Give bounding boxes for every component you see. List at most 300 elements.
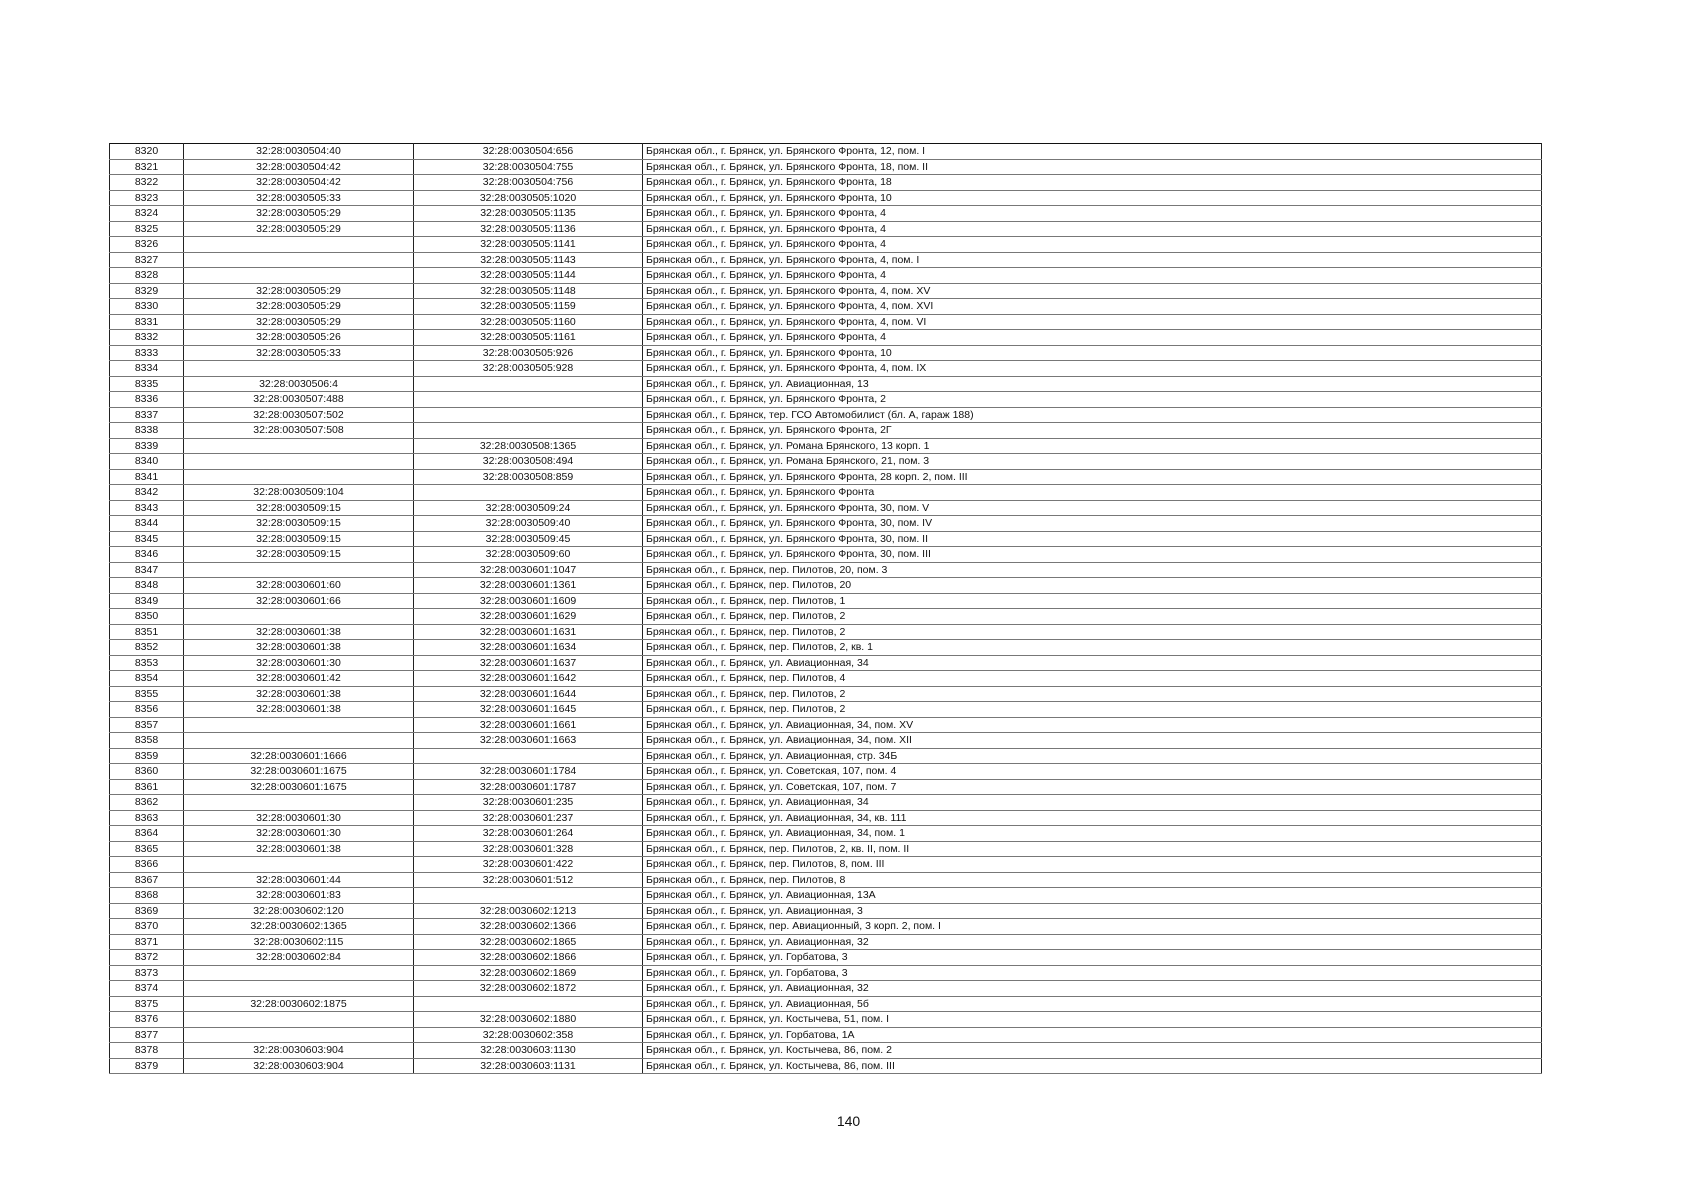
row-number-cell: 8378 xyxy=(110,1043,184,1059)
object-number-cell: 32:28:0030602:1366 xyxy=(414,919,643,935)
object-number-cell: 32:28:0030601:1637 xyxy=(414,655,643,671)
parcel-number-cell: 32:28:0030509:15 xyxy=(184,516,414,532)
parcel-number-cell: 32:28:0030603:904 xyxy=(184,1058,414,1074)
row-number-cell: 8363 xyxy=(110,810,184,826)
object-number-cell xyxy=(414,407,643,423)
address-cell: Брянская обл., г. Брянск, ул. Романа Брянского, 13 корп. 1 xyxy=(643,438,1542,454)
object-number-cell xyxy=(414,996,643,1012)
table-row xyxy=(110,345,1542,361)
row-number-cell: 8336 xyxy=(110,392,184,408)
row-number-cell: 8376 xyxy=(110,1012,184,1028)
row-number-cell: 8379 xyxy=(110,1058,184,1074)
parcel-number-cell: 32:28:0030601:38 xyxy=(184,624,414,640)
row-number-cell: 8362 xyxy=(110,795,184,811)
object-number-cell: 32:28:0030601:1631 xyxy=(414,624,643,640)
row-number-cell: 8356 xyxy=(110,702,184,718)
row-number-cell: 8364 xyxy=(110,826,184,842)
table-row xyxy=(110,438,1542,454)
address-cell: Брянская обл., г. Брянск, ул. Горбатова, 1А xyxy=(643,1027,1542,1043)
table-row xyxy=(110,671,1542,687)
object-number-cell: 32:28:0030505:1135 xyxy=(414,206,643,222)
table-row xyxy=(110,423,1542,439)
table-row xyxy=(110,872,1542,888)
object-number-cell: 32:28:0030505:1161 xyxy=(414,330,643,346)
row-number-cell: 8373 xyxy=(110,965,184,981)
table-row xyxy=(110,578,1542,594)
table-row xyxy=(110,919,1542,935)
address-cell: Брянская обл., г. Брянск, пер. Пилотов, 8, пом. III xyxy=(643,857,1542,873)
object-number-cell: 32:28:0030601:512 xyxy=(414,872,643,888)
table-row xyxy=(110,888,1542,904)
parcel-number-cell xyxy=(184,733,414,749)
row-number-cell: 8369 xyxy=(110,903,184,919)
address-cell: Брянская обл., г. Брянск, ул. Горбатова, 3 xyxy=(643,950,1542,966)
address-cell: Брянская обл., г. Брянск, ул. Авиационная, 13 xyxy=(643,376,1542,392)
table-row xyxy=(110,764,1542,780)
object-number-cell: 32:28:0030505:1159 xyxy=(414,299,643,315)
object-number-cell: 32:28:0030602:1872 xyxy=(414,981,643,997)
address-cell: Брянская обл., г. Брянск, ул. Брянского Фронта, 18, пом. II xyxy=(643,159,1542,175)
row-number-cell: 8348 xyxy=(110,578,184,594)
object-number-cell: 32:28:0030601:1609 xyxy=(414,593,643,609)
table-row xyxy=(110,857,1542,873)
parcel-number-cell: 32:28:0030601:38 xyxy=(184,702,414,718)
parcel-number-cell xyxy=(184,469,414,485)
object-number-cell: 32:28:0030601:235 xyxy=(414,795,643,811)
row-number-cell: 8371 xyxy=(110,934,184,950)
object-number-cell: 32:28:0030504:656 xyxy=(414,144,643,160)
object-number-cell xyxy=(414,888,643,904)
table-row xyxy=(110,950,1542,966)
object-number-cell: 32:28:0030505:1148 xyxy=(414,283,643,299)
address-cell: Брянская обл., г. Брянск, ул. Брянского Фронта, 2 xyxy=(643,392,1542,408)
parcel-number-cell: 32:28:0030507:502 xyxy=(184,407,414,423)
table-row xyxy=(110,252,1542,268)
table-row xyxy=(110,934,1542,950)
table-row xyxy=(110,795,1542,811)
parcel-number-cell: 32:28:0030601:1666 xyxy=(184,748,414,764)
parcel-number-cell: 32:28:0030601:30 xyxy=(184,826,414,842)
address-cell: Брянская обл., г. Брянск, ул. Брянского Фронта, 10 xyxy=(643,190,1542,206)
row-number-cell: 8323 xyxy=(110,190,184,206)
object-number-cell: 32:28:0030602:1866 xyxy=(414,950,643,966)
parcel-number-cell: 32:28:0030509:15 xyxy=(184,547,414,563)
address-cell: Брянская обл., г. Брянск, ул. Костычева, 86, пом. 2 xyxy=(643,1043,1542,1059)
parcel-number-cell xyxy=(184,965,414,981)
address-cell: Брянская обл., г. Брянск, ул. Брянского Фронта, 18 xyxy=(643,175,1542,191)
parcel-number-cell: 32:28:0030601:38 xyxy=(184,841,414,857)
row-number-cell: 8346 xyxy=(110,547,184,563)
address-cell: Брянская обл., г. Брянск, ул. Авиационная, 13А xyxy=(643,888,1542,904)
object-number-cell: 32:28:0030505:1136 xyxy=(414,221,643,237)
row-number-cell: 8329 xyxy=(110,283,184,299)
row-number-cell: 8357 xyxy=(110,717,184,733)
table-row xyxy=(110,299,1542,315)
row-number-cell: 8340 xyxy=(110,454,184,470)
address-cell: Брянская обл., г. Брянск, ул. Брянского Фронта, 4, пом. I xyxy=(643,252,1542,268)
table-row xyxy=(110,531,1542,547)
address-cell: Брянская обл., г. Брянск, ул. Брянского Фронта, 30, пом. V xyxy=(643,500,1542,516)
table-row xyxy=(110,206,1542,222)
object-number-cell: 32:28:0030603:1130 xyxy=(414,1043,643,1059)
object-number-cell: 32:28:0030601:264 xyxy=(414,826,643,842)
parcel-number-cell: 32:28:0030601:66 xyxy=(184,593,414,609)
row-number-cell: 8322 xyxy=(110,175,184,191)
table-row xyxy=(110,1027,1542,1043)
object-number-cell: 32:28:0030505:1160 xyxy=(414,314,643,330)
address-cell: Брянская обл., г. Брянск, ул. Авиационная, стр. 34Б xyxy=(643,748,1542,764)
row-number-cell: 8344 xyxy=(110,516,184,532)
address-cell: Брянская обл., г. Брянск, ул. Авиационная, 34 xyxy=(643,795,1542,811)
parcel-number-cell: 32:28:0030601:30 xyxy=(184,655,414,671)
row-number-cell: 8349 xyxy=(110,593,184,609)
parcel-number-cell xyxy=(184,237,414,253)
address-cell: Брянская обл., г. Брянск, ул. Костычева, 86, пом. III xyxy=(643,1058,1542,1074)
table-row xyxy=(110,376,1542,392)
address-cell: Брянская обл., г. Брянск, ул. Брянского Фронта, 30, пом. III xyxy=(643,547,1542,563)
parcel-number-cell xyxy=(184,268,414,284)
object-number-cell: 32:28:0030509:40 xyxy=(414,516,643,532)
object-number-cell: 32:28:0030509:24 xyxy=(414,500,643,516)
table-row xyxy=(110,1012,1542,1028)
address-cell: Брянская обл., г. Брянск, ул. Брянского Фронта, 4, пом. IX xyxy=(643,361,1542,377)
object-number-cell: 32:28:0030601:1644 xyxy=(414,686,643,702)
table-row xyxy=(110,593,1542,609)
parcel-number-cell: 32:28:0030509:104 xyxy=(184,485,414,501)
parcel-number-cell: 32:28:0030509:15 xyxy=(184,531,414,547)
row-number-cell: 8345 xyxy=(110,531,184,547)
table-row xyxy=(110,562,1542,578)
object-number-cell: 32:28:0030603:1131 xyxy=(414,1058,643,1074)
table-row xyxy=(110,702,1542,718)
parcel-number-cell: 32:28:0030505:29 xyxy=(184,299,414,315)
object-number-cell: 32:28:0030509:45 xyxy=(414,531,643,547)
parcel-number-cell: 32:28:0030602:1875 xyxy=(184,996,414,1012)
parcel-number-cell: 32:28:0030602:84 xyxy=(184,950,414,966)
row-number-cell: 8353 xyxy=(110,655,184,671)
address-cell: Брянская обл., г. Брянск, ул. Брянского Фронта, 12, пом. I xyxy=(643,144,1542,160)
row-number-cell: 8327 xyxy=(110,252,184,268)
table-row xyxy=(110,733,1542,749)
parcel-number-cell xyxy=(184,1027,414,1043)
row-number-cell: 8368 xyxy=(110,888,184,904)
object-number-cell: 32:28:0030505:1144 xyxy=(414,268,643,284)
row-number-cell: 8341 xyxy=(110,469,184,485)
row-number-cell: 8358 xyxy=(110,733,184,749)
address-cell: Брянская обл., г. Брянск, ул. Брянского Фронта, 28 корп. 2, пом. III xyxy=(643,469,1542,485)
row-number-cell: 8360 xyxy=(110,764,184,780)
row-number-cell: 8365 xyxy=(110,841,184,857)
row-number-cell: 8347 xyxy=(110,562,184,578)
row-number-cell: 8339 xyxy=(110,438,184,454)
table-row xyxy=(110,314,1542,330)
address-cell: Брянская обл., г. Брянск, ул. Советская, 107, пом. 7 xyxy=(643,779,1542,795)
table-row xyxy=(110,330,1542,346)
object-number-cell: 32:28:0030508:1365 xyxy=(414,438,643,454)
address-cell: Брянская обл., г. Брянск, ул. Авиационная, 3 xyxy=(643,903,1542,919)
object-number-cell: 32:28:0030601:1784 xyxy=(414,764,643,780)
object-number-cell: 32:28:0030601:237 xyxy=(414,810,643,826)
table-row xyxy=(110,903,1542,919)
object-number-cell: 32:28:0030601:1661 xyxy=(414,717,643,733)
address-cell: Брянская обл., г. Брянск, ул. Брянского Фронта, 30, пом. IV xyxy=(643,516,1542,532)
address-cell: Брянская обл., г. Брянск, пер. Пилотов, 4 xyxy=(643,671,1542,687)
address-cell: Брянская обл., г. Брянск, пер. Пилотов, 8 xyxy=(643,872,1542,888)
address-cell: Брянская обл., г. Брянск, ул. Авиационная, 34, кв. 111 xyxy=(643,810,1542,826)
parcel-number-cell: 32:28:0030504:42 xyxy=(184,175,414,191)
row-number-cell: 8324 xyxy=(110,206,184,222)
row-number-cell: 8375 xyxy=(110,996,184,1012)
row-number-cell: 8326 xyxy=(110,237,184,253)
row-number-cell: 8352 xyxy=(110,640,184,656)
object-number-cell: 32:28:0030601:1645 xyxy=(414,702,643,718)
row-number-cell: 8374 xyxy=(110,981,184,997)
address-cell: Брянская обл., г. Брянск, пер. Пилотов, 20, пом. 3 xyxy=(643,562,1542,578)
parcel-number-cell: 32:28:0030602:115 xyxy=(184,934,414,950)
page-number: 140 xyxy=(836,1113,861,1129)
object-number-cell xyxy=(414,748,643,764)
address-cell: Брянская обл., г. Брянск, ул. Брянского Фронта, 30, пом. II xyxy=(643,531,1542,547)
row-number-cell: 8361 xyxy=(110,779,184,795)
row-number-cell: 8321 xyxy=(110,159,184,175)
object-number-cell: 32:28:0030504:756 xyxy=(414,175,643,191)
object-number-cell: 32:28:0030602:1869 xyxy=(414,965,643,981)
address-cell: Брянская обл., г. Брянск, ул. Авиационная, 34, пом. XV xyxy=(643,717,1542,733)
row-number-cell: 8350 xyxy=(110,609,184,625)
address-cell: Брянская обл., г. Брянск, ул. Авиационная, 5б xyxy=(643,996,1542,1012)
table-row xyxy=(110,268,1542,284)
object-number-cell: 32:28:0030601:422 xyxy=(414,857,643,873)
table-row xyxy=(110,144,1542,160)
parcel-number-cell: 32:28:0030601:83 xyxy=(184,888,414,904)
parcel-number-cell: 32:28:0030505:29 xyxy=(184,283,414,299)
table-row xyxy=(110,547,1542,563)
table-row xyxy=(110,516,1542,532)
row-number-cell: 8331 xyxy=(110,314,184,330)
table-row xyxy=(110,686,1542,702)
object-number-cell: 32:28:0030505:1143 xyxy=(414,252,643,268)
row-number-cell: 8343 xyxy=(110,500,184,516)
address-cell: Брянская обл., г. Брянск, ул. Брянского Фронта, 4, пом. VI xyxy=(643,314,1542,330)
row-number-cell: 8333 xyxy=(110,345,184,361)
parcel-number-cell: 32:28:0030603:904 xyxy=(184,1043,414,1059)
address-cell: Брянская обл., г. Брянск, пер. Пилотов, 2, кв. 1 xyxy=(643,640,1542,656)
object-number-cell: 32:28:0030602:1865 xyxy=(414,934,643,950)
table-row xyxy=(110,392,1542,408)
parcel-number-cell xyxy=(184,609,414,625)
parcel-number-cell xyxy=(184,857,414,873)
row-number-cell: 8335 xyxy=(110,376,184,392)
address-cell: Брянская обл., г. Брянск, ул. Брянского Фронта, 4 xyxy=(643,206,1542,222)
parcel-number-cell: 32:28:0030505:33 xyxy=(184,345,414,361)
table-row xyxy=(110,1058,1542,1074)
object-number-cell: 32:28:0030508:494 xyxy=(414,454,643,470)
row-number-cell: 8372 xyxy=(110,950,184,966)
object-number-cell xyxy=(414,485,643,501)
address-cell: Брянская обл., г. Брянск, ул. Авиационная, 32 xyxy=(643,934,1542,950)
parcel-number-cell: 32:28:0030602:120 xyxy=(184,903,414,919)
address-cell: Брянская обл., г. Брянск, ул. Брянского Фронта, 10 xyxy=(643,345,1542,361)
table-row xyxy=(110,655,1542,671)
address-cell: Брянская обл., г. Брянск, пер. Пилотов, 2 xyxy=(643,624,1542,640)
parcel-number-cell: 32:28:0030505:26 xyxy=(184,330,414,346)
parcel-number-cell: 32:28:0030505:29 xyxy=(184,221,414,237)
table-row xyxy=(110,485,1542,501)
table-row xyxy=(110,221,1542,237)
object-number-cell: 32:28:0030508:859 xyxy=(414,469,643,485)
object-number-cell: 32:28:0030601:1642 xyxy=(414,671,643,687)
object-number-cell: 32:28:0030601:1634 xyxy=(414,640,643,656)
parcel-number-cell: 32:28:0030509:15 xyxy=(184,500,414,516)
parcel-number-cell: 32:28:0030601:42 xyxy=(184,671,414,687)
address-cell: Брянская обл., г. Брянск, пер. Пилотов, 2 xyxy=(643,702,1542,718)
object-number-cell: 32:28:0030509:60 xyxy=(414,547,643,563)
cadastral-registry-table xyxy=(109,143,1542,1074)
parcel-number-cell xyxy=(184,981,414,997)
object-number-cell xyxy=(414,376,643,392)
table-row xyxy=(110,981,1542,997)
parcel-number-cell xyxy=(184,252,414,268)
row-number-cell: 8328 xyxy=(110,268,184,284)
table-row xyxy=(110,841,1542,857)
parcel-number-cell xyxy=(184,795,414,811)
parcel-number-cell: 32:28:0030504:42 xyxy=(184,159,414,175)
address-cell: Брянская обл., г. Брянск, пер. Пилотов, 20 xyxy=(643,578,1542,594)
object-number-cell: 32:28:0030601:1629 xyxy=(414,609,643,625)
object-number-cell: 32:28:0030602:358 xyxy=(414,1027,643,1043)
object-number-cell: 32:28:0030505:928 xyxy=(414,361,643,377)
row-number-cell: 8320 xyxy=(110,144,184,160)
row-number-cell: 8354 xyxy=(110,671,184,687)
parcel-number-cell xyxy=(184,454,414,470)
row-number-cell: 8359 xyxy=(110,748,184,764)
table-row xyxy=(110,624,1542,640)
address-cell: Брянская обл., г. Брянск, ул. Брянского Фронта, 4, пом. XV xyxy=(643,283,1542,299)
table-row xyxy=(110,996,1542,1012)
parcel-number-cell xyxy=(184,717,414,733)
address-cell: Брянская обл., г. Брянск, тер. ГСО Автомобилист (бл. А, гараж 188) xyxy=(643,407,1542,423)
parcel-number-cell: 32:28:0030506:4 xyxy=(184,376,414,392)
object-number-cell: 32:28:0030602:1880 xyxy=(414,1012,643,1028)
table-row xyxy=(110,237,1542,253)
address-cell: Брянская обл., г. Брянск, ул. Костычева, 51, пом. I xyxy=(643,1012,1542,1028)
parcel-number-cell: 32:28:0030507:488 xyxy=(184,392,414,408)
table-row xyxy=(110,175,1542,191)
table-row xyxy=(110,407,1542,423)
table-row xyxy=(110,190,1542,206)
address-cell: Брянская обл., г. Брянск, ул. Авиационная, 34, пом. 1 xyxy=(643,826,1542,842)
table-row xyxy=(110,1043,1542,1059)
address-cell: Брянская обл., г. Брянск, ул. Брянского Фронта, 4 xyxy=(643,237,1542,253)
row-number-cell: 8342 xyxy=(110,485,184,501)
object-number-cell: 32:28:0030601:1361 xyxy=(414,578,643,594)
table-row xyxy=(110,454,1542,470)
parcel-number-cell: 32:28:0030601:30 xyxy=(184,810,414,826)
parcel-number-cell: 32:28:0030507:508 xyxy=(184,423,414,439)
parcel-number-cell: 32:28:0030601:1675 xyxy=(184,764,414,780)
table-row xyxy=(110,469,1542,485)
table-row xyxy=(110,609,1542,625)
table-row xyxy=(110,361,1542,377)
parcel-number-cell: 32:28:0030601:1675 xyxy=(184,779,414,795)
address-cell: Брянская обл., г. Брянск, ул. Брянского Фронта, 4 xyxy=(643,268,1542,284)
address-cell: Брянская обл., г. Брянск, ул. Брянского Фронта, 4 xyxy=(643,330,1542,346)
table-row xyxy=(110,640,1542,656)
row-number-cell: 8366 xyxy=(110,857,184,873)
row-number-cell: 8370 xyxy=(110,919,184,935)
address-cell: Брянская обл., г. Брянск, ул. Брянского Фронта, 4 xyxy=(643,221,1542,237)
row-number-cell: 8355 xyxy=(110,686,184,702)
row-number-cell: 8332 xyxy=(110,330,184,346)
address-cell: Брянская обл., г. Брянск, ул. Авиационная, 32 xyxy=(643,981,1542,997)
address-cell: Брянская обл., г. Брянск, пер. Пилотов, 2, кв. II, пом. II xyxy=(643,841,1542,857)
address-cell: Брянская обл., г. Брянск, ул. Брянского Фронта, 4, пом. XVI xyxy=(643,299,1542,315)
parcel-number-cell xyxy=(184,438,414,454)
table-row xyxy=(110,159,1542,175)
object-number-cell: 32:28:0030601:1663 xyxy=(414,733,643,749)
object-number-cell xyxy=(414,423,643,439)
table-row xyxy=(110,283,1542,299)
table-row xyxy=(110,810,1542,826)
address-cell: Брянская обл., г. Брянск, ул. Брянского Фронта xyxy=(643,485,1542,501)
object-number-cell xyxy=(414,392,643,408)
address-cell: Брянская обл., г. Брянск, ул. Авиационная, 34, пом. XII xyxy=(643,733,1542,749)
parcel-number-cell xyxy=(184,361,414,377)
address-cell: Брянская обл., г. Брянск, пер. Пилотов, 1 xyxy=(643,593,1542,609)
address-cell: Брянская обл., г. Брянск, пер. Пилотов, 2 xyxy=(643,609,1542,625)
parcel-number-cell: 32:28:0030505:29 xyxy=(184,206,414,222)
row-number-cell: 8351 xyxy=(110,624,184,640)
registry-table-body xyxy=(110,144,1542,1074)
object-number-cell: 32:28:0030601:1787 xyxy=(414,779,643,795)
table-row xyxy=(110,826,1542,842)
parcel-number-cell: 32:28:0030602:1365 xyxy=(184,919,414,935)
table-row xyxy=(110,717,1542,733)
object-number-cell: 32:28:0030505:1020 xyxy=(414,190,643,206)
parcel-number-cell xyxy=(184,1012,414,1028)
address-cell: Брянская обл., г. Брянск, пер. Авиационный, 3 корп. 2, пом. I xyxy=(643,919,1542,935)
table-row xyxy=(110,500,1542,516)
row-number-cell: 8377 xyxy=(110,1027,184,1043)
object-number-cell: 32:28:0030504:755 xyxy=(414,159,643,175)
parcel-number-cell: 32:28:0030601:38 xyxy=(184,686,414,702)
parcel-number-cell: 32:28:0030601:44 xyxy=(184,872,414,888)
address-cell: Брянская обл., г. Брянск, ул. Горбатова, 3 xyxy=(643,965,1542,981)
parcel-number-cell: 32:28:0030505:29 xyxy=(184,314,414,330)
parcel-number-cell: 32:28:0030601:38 xyxy=(184,640,414,656)
parcel-number-cell: 32:28:0030505:33 xyxy=(184,190,414,206)
row-number-cell: 8338 xyxy=(110,423,184,439)
row-number-cell: 8337 xyxy=(110,407,184,423)
row-number-cell: 8334 xyxy=(110,361,184,377)
table-row xyxy=(110,779,1542,795)
object-number-cell: 32:28:0030505:1141 xyxy=(414,237,643,253)
row-number-cell: 8367 xyxy=(110,872,184,888)
table-row xyxy=(110,965,1542,981)
address-cell: Брянская обл., г. Брянск, ул. Романа Брянского, 21, пом. 3 xyxy=(643,454,1542,470)
object-number-cell: 32:28:0030601:1047 xyxy=(414,562,643,578)
address-cell: Брянская обл., г. Брянск, ул. Авиационная, 34 xyxy=(643,655,1542,671)
object-number-cell: 32:28:0030601:328 xyxy=(414,841,643,857)
parcel-number-cell: 32:28:0030601:60 xyxy=(184,578,414,594)
address-cell: Брянская обл., г. Брянск, пер. Пилотов, 2 xyxy=(643,686,1542,702)
table-row xyxy=(110,748,1542,764)
row-number-cell: 8330 xyxy=(110,299,184,315)
parcel-number-cell: 32:28:0030504:40 xyxy=(184,144,414,160)
address-cell: Брянская обл., г. Брянск, ул. Советская, 107, пом. 4 xyxy=(643,764,1542,780)
object-number-cell: 32:28:0030505:926 xyxy=(414,345,643,361)
row-number-cell: 8325 xyxy=(110,221,184,237)
